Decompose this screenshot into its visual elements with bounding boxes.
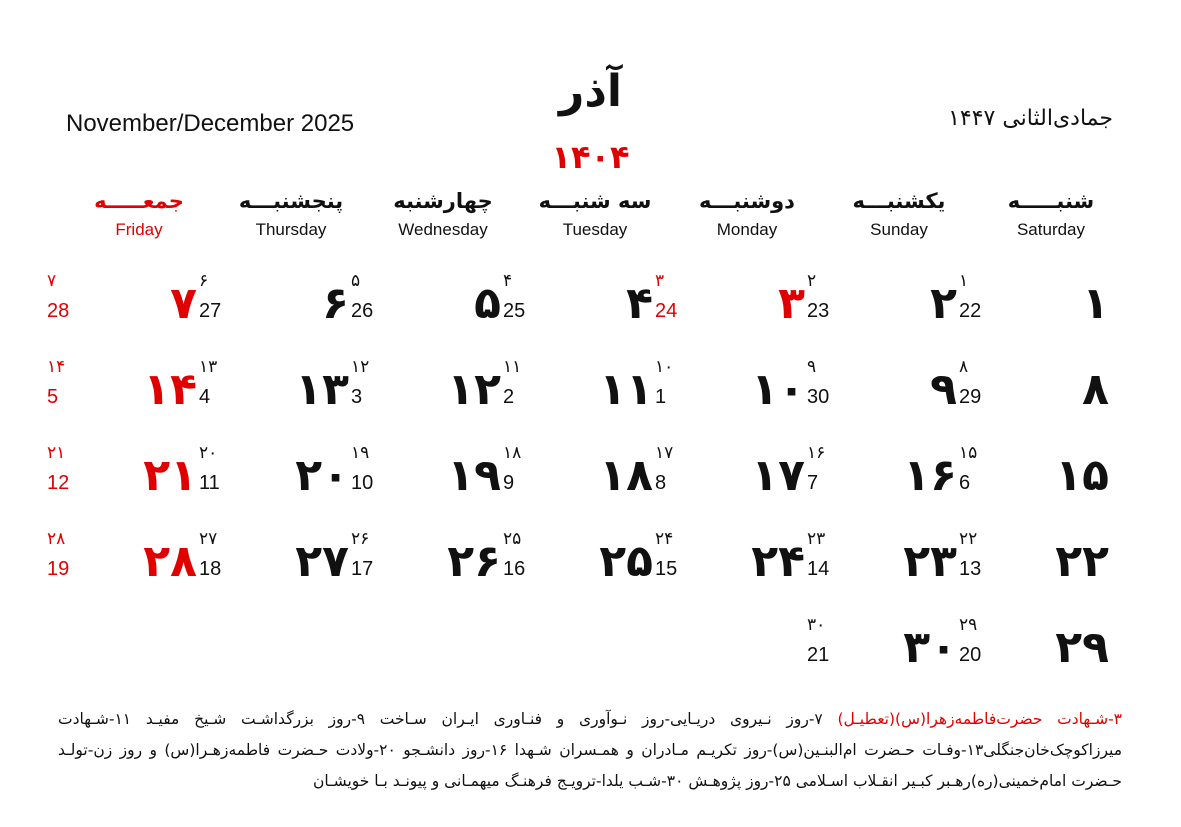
hijri-day-number: ۱۷ — [655, 443, 674, 463]
day-cell — [805, 520, 957, 606]
hijri-day-number: ۲۱ — [47, 443, 66, 463]
hijri-day-number: ۹ — [807, 357, 817, 377]
gregorian-day-number: 9 — [503, 472, 515, 494]
hijri-day-number: ۳۰ — [807, 615, 826, 635]
persian-day-number: ۱۰ — [751, 364, 805, 415]
persian-day-number: ۱۲ — [447, 364, 501, 415]
day-cell — [957, 434, 1109, 520]
persian-day-number: ۴ — [626, 278, 653, 329]
gregorian-day-number: 23 — [807, 300, 830, 322]
persian-day-number: ۲۲ — [1055, 536, 1109, 587]
persian-day-number: ۱۱ — [599, 364, 653, 415]
hijri-day-number: ۳ — [655, 271, 665, 291]
persian-day-number: ۱۹ — [447, 450, 501, 501]
persian-year: ۱۴۰۴ — [551, 138, 630, 176]
persian-day-number: ۵ — [474, 278, 501, 329]
day-cell — [501, 262, 653, 348]
persian-day-number: ۲۷ — [295, 536, 349, 587]
persian-day-number: ۲۰ — [295, 450, 349, 501]
persian-day-number: ۱۸ — [599, 450, 653, 501]
gregorian-day-number: 20 — [959, 644, 982, 666]
hijri-day-number: ۱۶ — [807, 443, 826, 463]
persian-day-number: ۳ — [778, 278, 805, 329]
gregorian-day-number: 29 — [959, 386, 982, 408]
events-footnote — [58, 704, 1122, 797]
weekday-name-en: Friday — [115, 220, 163, 239]
weekday-name-en: Saturday — [1016, 220, 1086, 239]
day-cell — [349, 348, 501, 434]
persian-day-number: ۲۴ — [751, 536, 805, 587]
weekday-header-friday — [63, 186, 215, 244]
gregorian-day-number: 12 — [47, 472, 70, 494]
day-cell — [349, 262, 501, 348]
hijri-day-number: ۲۲ — [959, 529, 978, 549]
persian-day-number: ۲ — [930, 278, 957, 329]
gregorian-day-number: 16 — [503, 558, 526, 580]
hijri-day-number: ۱۳ — [199, 357, 218, 377]
day-cell — [349, 434, 501, 520]
day-cell — [805, 606, 957, 692]
day-cell — [45, 262, 197, 348]
day-cell — [805, 262, 957, 348]
hijri-day-number: ۲ — [807, 271, 817, 291]
day-cell — [653, 520, 805, 606]
hijri-day-number: ۵ — [351, 271, 361, 291]
hijri-day-number: ۲۳ — [807, 529, 826, 549]
day-cell — [197, 262, 349, 348]
persian-day-number: ۱۳ — [295, 364, 349, 415]
hijri-day-number: ۲۵ — [503, 529, 522, 549]
gregorian-day-number: 10 — [351, 472, 374, 494]
gregorian-day-number: 21 — [807, 644, 830, 666]
day-cell — [653, 262, 805, 348]
day-cell — [653, 348, 805, 434]
weekday-header-wednesday — [367, 186, 519, 244]
persian-day-number: ۸ — [1082, 364, 1109, 415]
gregorian-day-number: 28 — [47, 300, 70, 322]
day-cell — [349, 520, 501, 606]
weekday-name-fa: سه شنبـــه — [538, 189, 652, 213]
day-cell — [957, 348, 1109, 434]
weekday-name-fa: پنجشنبـــه — [238, 189, 344, 213]
gregorian-day-number: 14 — [807, 558, 830, 580]
hijri-day-number: ۶ — [199, 271, 209, 291]
gregorian-day-number: 19 — [47, 558, 70, 580]
day-cell — [45, 520, 197, 606]
hijri-day-number: ۱۱ — [503, 357, 522, 377]
day-cell — [957, 262, 1109, 348]
day-cell — [501, 348, 653, 434]
hijri-day-number: ۱۸ — [503, 443, 522, 463]
gregorian-day-number: 6 — [959, 472, 971, 494]
persian-day-number: ۱۶ — [903, 450, 957, 501]
day-cell — [805, 348, 957, 434]
gregorian-day-number: 5 — [47, 386, 59, 408]
hijri-day-number: ۴ — [503, 271, 513, 291]
weekday-header-monday — [671, 186, 823, 244]
hijri-day-number: ۷ — [47, 271, 57, 291]
day-cell — [197, 520, 349, 606]
weekday-name-fa: جمعـــــه — [94, 189, 184, 213]
day-cell — [805, 434, 957, 520]
holiday-event-text: ۳-شـهادت حضرت‌فاطمه‌زهرا(س)(تعطیـل) — [837, 710, 1122, 728]
gregorian-day-number: 7 — [807, 472, 819, 494]
gregorian-day-number: 15 — [655, 558, 678, 580]
hijri-day-number: ۱ — [959, 271, 969, 291]
gregorian-day-number: 4 — [199, 386, 211, 408]
gregorian-month-label: November/December 2025 — [66, 110, 355, 137]
hijri-day-number: ۲۴ — [655, 529, 674, 549]
events-text: ۷-روز نـیروی دریـایی-روز نـوآوری و فنـاوری ایـران سـاخت ۹-روز بزرگداشـت شـیخ مفیـد ۱۱-شـهادت میرزاکوچک‌خان‌جنگلی۱۳-وفـات حـضرت ام‌البنـین(س)-روز تکریـم مـادران و همـسران شـهدا ۱۶-روز دانشـجو ۲۰-ولادت حـضرت فاطمه‌زهـرا(س) و روز زن-تولـد حـضرت امام‌خمینی(ره)رهـبر کبـیر انقـلاب اسـلامی ۲۵-روز پژوهـش ۳۰-شـب یلدا-ترویـج فرهنـگ میهمـانی و پیونـد بـا خویشـان — [58, 710, 1123, 790]
gregorian-day-number: 2 — [503, 386, 515, 408]
day-cell — [501, 434, 653, 520]
day-cell — [957, 520, 1109, 606]
gregorian-day-number: 8 — [655, 472, 667, 494]
persian-day-number: ۲۱ — [143, 450, 197, 501]
persian-day-number: ۳۰ — [903, 622, 957, 673]
gregorian-day-number: 18 — [199, 558, 222, 580]
day-cell — [197, 348, 349, 434]
persian-day-number: ۷ — [170, 278, 197, 329]
weekday-name-fa: دوشنبـــه — [699, 189, 795, 213]
weekday-name-fa: شنبـــــه — [1007, 189, 1095, 213]
persian-month-title: آذر — [559, 66, 622, 117]
persian-day-number: ۲۸ — [143, 536, 197, 587]
weekday-name-en: Monday — [716, 220, 778, 239]
persian-day-number: ۶ — [322, 278, 349, 329]
persian-day-number: ۱ — [1082, 278, 1109, 329]
hijri-day-number: ۸ — [959, 357, 969, 377]
persian-day-number: ۹ — [930, 364, 957, 415]
hijri-day-number: ۲۹ — [959, 615, 978, 635]
day-cell — [45, 348, 197, 434]
day-cell — [957, 606, 1109, 692]
gregorian-day-number: 13 — [959, 558, 982, 580]
gregorian-day-number: 25 — [503, 300, 526, 322]
day-cell — [45, 434, 197, 520]
gregorian-day-number: 17 — [351, 558, 374, 580]
gregorian-day-number: 30 — [807, 386, 830, 408]
weekday-header-saturday — [975, 186, 1127, 244]
gregorian-day-number: 11 — [199, 472, 220, 494]
hijri-day-number: ۲۶ — [351, 529, 370, 549]
day-cell — [501, 520, 653, 606]
hijri-day-number: ۱۵ — [959, 443, 978, 463]
hijri-month-label: جمادی‌الثانی ۱۴۴۷ — [948, 106, 1113, 131]
weekday-name-en: Sunday — [870, 220, 928, 239]
gregorian-day-number: 24 — [655, 300, 678, 322]
persian-day-number: ۲۵ — [599, 536, 653, 587]
hijri-day-number: ۱۹ — [351, 443, 370, 463]
hijri-day-number: ۲۸ — [47, 529, 66, 549]
hijri-day-number: ۱۰ — [655, 357, 674, 377]
hijri-day-number: ۲۷ — [199, 529, 218, 549]
weekday-name-en: Tuesday — [562, 220, 628, 239]
gregorian-day-number: 22 — [959, 300, 982, 322]
gregorian-day-number: 1 — [655, 386, 667, 408]
gregorian-day-number: 3 — [351, 386, 363, 408]
hijri-day-number: ۱۲ — [351, 357, 370, 377]
weekday-header-sunday — [823, 186, 975, 244]
persian-day-number: ۲۶ — [447, 536, 501, 587]
weekday-name-fa: چهارشنبه — [393, 189, 493, 213]
weekday-name-en: Thursday — [255, 220, 327, 239]
hijri-day-number: ۲۰ — [199, 443, 218, 463]
persian-day-number: ۱۴ — [143, 364, 197, 415]
weekday-name-en: Wednesday — [398, 220, 488, 239]
weekday-name-fa: یکشنبـــه — [852, 189, 946, 213]
persian-day-number: ۱۵ — [1055, 450, 1109, 501]
day-cell — [197, 434, 349, 520]
gregorian-day-number: 27 — [199, 300, 222, 322]
day-cell — [653, 434, 805, 520]
persian-day-number: ۲۹ — [1055, 622, 1109, 673]
persian-day-number: ۱۷ — [751, 450, 805, 501]
weekday-header-tuesday — [519, 186, 671, 244]
gregorian-day-number: 26 — [351, 300, 374, 322]
persian-day-number: ۲۳ — [903, 536, 957, 587]
weekday-header-thursday — [215, 186, 367, 244]
hijri-day-number: ۱۴ — [47, 357, 66, 377]
